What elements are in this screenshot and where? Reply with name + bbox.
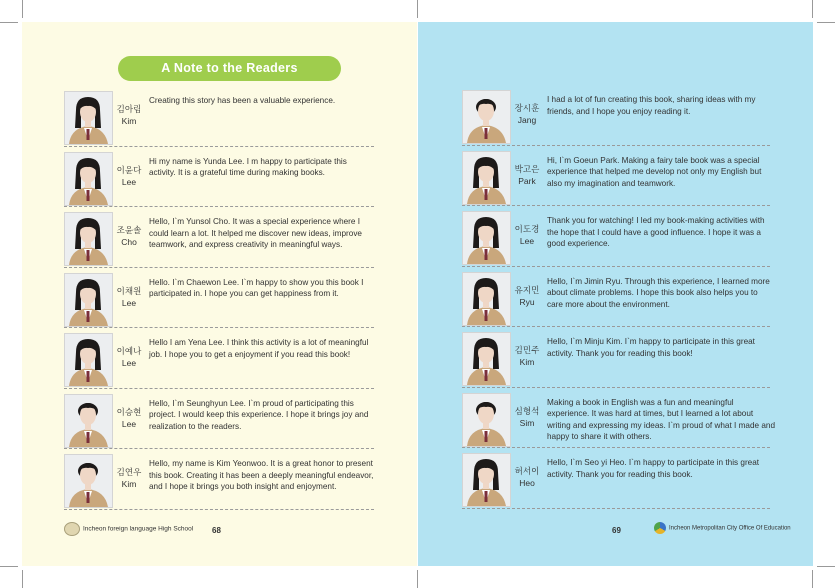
author-korean-name: 이윤다 xyxy=(116,164,142,175)
dashed-divider xyxy=(462,205,770,206)
author-note: Hello, I`m Seo yi Heo. I`m happy to participate in this great activity. Thank you for reading this book. xyxy=(547,458,760,479)
page-number: 69 xyxy=(612,526,621,535)
author-english-name: Park xyxy=(518,175,536,186)
author-korean-name: 장시훈 xyxy=(514,103,540,113)
author-korean-name: 이예나 xyxy=(116,346,142,356)
author-english-name: Kim xyxy=(121,116,137,126)
crop-mark xyxy=(817,22,835,23)
author-english-name: Lee xyxy=(121,176,137,187)
author-name xyxy=(114,164,144,188)
author-note: Making a book in English was a fun and meaningful experience. It was hard at times, but I learned a lot about writing and expressing my ideas. I`m proud of what I made and happy to share it with others. xyxy=(547,397,775,441)
dashed-divider xyxy=(64,448,374,449)
author-note: Hello, I`m Seunghyun Lee. I`m proud of participating this project. I would keep this experience. I hope it brings joy and realization to the readers. xyxy=(149,398,369,431)
dashed-divider xyxy=(462,266,770,267)
school-logo-icon xyxy=(64,522,80,536)
author-name xyxy=(114,406,144,430)
crop-mark xyxy=(812,0,813,18)
author-photo xyxy=(64,273,113,327)
dashed-divider xyxy=(64,509,374,510)
author-note: Hi, I`m Goeun Park. Making a fairy tale book was a special experience that helped me develop not only my English but also my imagination and teamwork. xyxy=(547,155,762,188)
crop-mark xyxy=(0,566,18,567)
author-korean-name: 김연우 xyxy=(116,467,142,477)
author-photo xyxy=(462,90,511,144)
author-english-name: Sim xyxy=(519,417,535,428)
author-note: Hi my name is Yunda Lee. I m happy to participate this activity. It is a grateful time during making books. xyxy=(149,156,347,177)
crop-mark xyxy=(417,570,418,588)
office-logo-icon xyxy=(654,522,666,534)
office-footer xyxy=(654,522,791,534)
dashed-divider xyxy=(64,388,374,389)
author-name xyxy=(512,223,542,247)
author-korean-name: 심형석 xyxy=(514,405,540,416)
dashed-divider xyxy=(64,267,374,268)
author-note: Hello. I`m Chaewon Lee. I`m happy to show you this book I participated in. I hope you can get happiness from it. xyxy=(149,277,364,298)
dashed-divider xyxy=(64,206,374,207)
author-korean-name: 조윤솔 xyxy=(116,225,142,235)
dashed-divider xyxy=(64,327,374,328)
author-name xyxy=(512,344,542,368)
author-name xyxy=(512,163,542,187)
author-korean-name: 이도경 xyxy=(514,224,540,234)
author-photo xyxy=(462,211,511,265)
crop-mark xyxy=(22,0,23,18)
author-korean-name: 이승현 xyxy=(116,406,142,417)
school-name: Incheon foreign language High School xyxy=(83,525,194,533)
right-page xyxy=(418,22,813,566)
author-english-name: Cho xyxy=(121,237,137,247)
page-number: 68 xyxy=(212,526,221,535)
author-note: Creating this story has been a valuable experience. xyxy=(149,96,336,105)
author-name xyxy=(114,466,144,490)
author-photo xyxy=(462,453,511,507)
author-english-name: Jang xyxy=(517,115,537,125)
author-photo xyxy=(64,212,113,266)
author-photo xyxy=(64,333,113,387)
crop-mark xyxy=(812,570,813,588)
crop-mark xyxy=(0,22,18,23)
author-english-name: Heo xyxy=(519,478,535,488)
crop-mark xyxy=(22,570,23,588)
crop-mark xyxy=(417,0,418,18)
author-name xyxy=(114,224,144,248)
author-english-name: Lee xyxy=(121,358,137,368)
author-note: Hello, my name is Kim Yeonwoo. It is a great honor to present this book. Creating it has been a deeply meaningful endeavor, and I hope it brings you both insight and enjoyment. xyxy=(149,459,374,491)
author-english-name: Lee xyxy=(519,236,535,246)
author-photo xyxy=(462,393,511,447)
author-note: Hello, I`m Minju Kim. I`m happy to participate in this great activity. Thank you for reading this book! xyxy=(547,337,755,358)
dashed-divider xyxy=(462,508,770,509)
author-photo xyxy=(462,151,511,205)
author-photo xyxy=(462,272,511,326)
author-korean-name: 박고은 xyxy=(514,163,540,174)
author-english-name: Ryu xyxy=(519,296,535,307)
author-note: Thank you for watching! I led my book-making activities with the hope that I could have a good influence. I hope it was a good experience. xyxy=(547,216,765,248)
author-name xyxy=(114,103,144,127)
author-photo xyxy=(64,91,113,145)
author-korean-name: 이채원 xyxy=(116,285,142,296)
author-note: Hello, I`m Jimin Ryu. Through this experience, I learned more about climate problems. I hope this book also helps you to care more about the environment. xyxy=(547,276,770,309)
dashed-divider xyxy=(462,326,770,327)
author-name xyxy=(512,284,542,308)
author-english-name: Lee xyxy=(121,297,137,308)
office-name: Incheon Metropolitan City Office Of Education xyxy=(669,525,791,532)
dashed-divider xyxy=(462,387,770,388)
author-name xyxy=(512,405,542,429)
crop-mark xyxy=(817,566,835,567)
author-korean-name: 유지민 xyxy=(514,284,540,295)
author-korean-name: 김아림 xyxy=(116,104,142,114)
page-title: A Note to the Readers xyxy=(118,56,341,81)
author-photo xyxy=(64,454,113,508)
left-page xyxy=(22,22,417,566)
dashed-divider xyxy=(462,145,770,146)
author-photo xyxy=(64,152,113,206)
author-photo xyxy=(64,394,113,448)
school-footer xyxy=(64,522,193,538)
author-name xyxy=(114,285,144,309)
author-name xyxy=(512,465,542,489)
author-note: Hello I am Yena Lee. I think this activity is a lot of meaningful job. I hope you to get a enjoyment if you read this book! xyxy=(149,338,369,359)
author-note: Hello, I`m Yunsol Cho. It was a special experience where I could learn a lot. It helped me discover new ideas, improve teamwork, and express creativity in meaningful ways. xyxy=(149,217,362,249)
author-korean-name: 김민주 xyxy=(514,345,540,355)
author-english-name: Kim xyxy=(519,357,535,367)
author-korean-name: 허서이 xyxy=(514,466,540,476)
author-name xyxy=(114,345,144,369)
author-english-name: Kim xyxy=(121,479,137,489)
author-english-name: Lee xyxy=(121,418,137,429)
author-name xyxy=(512,102,542,126)
dashed-divider xyxy=(64,146,374,147)
author-note: I had a lot of fun creating this book, sharing ideas with my friends, and I hope you enjoy reading it. xyxy=(547,95,756,116)
author-photo xyxy=(462,332,511,386)
dashed-divider xyxy=(462,447,770,448)
